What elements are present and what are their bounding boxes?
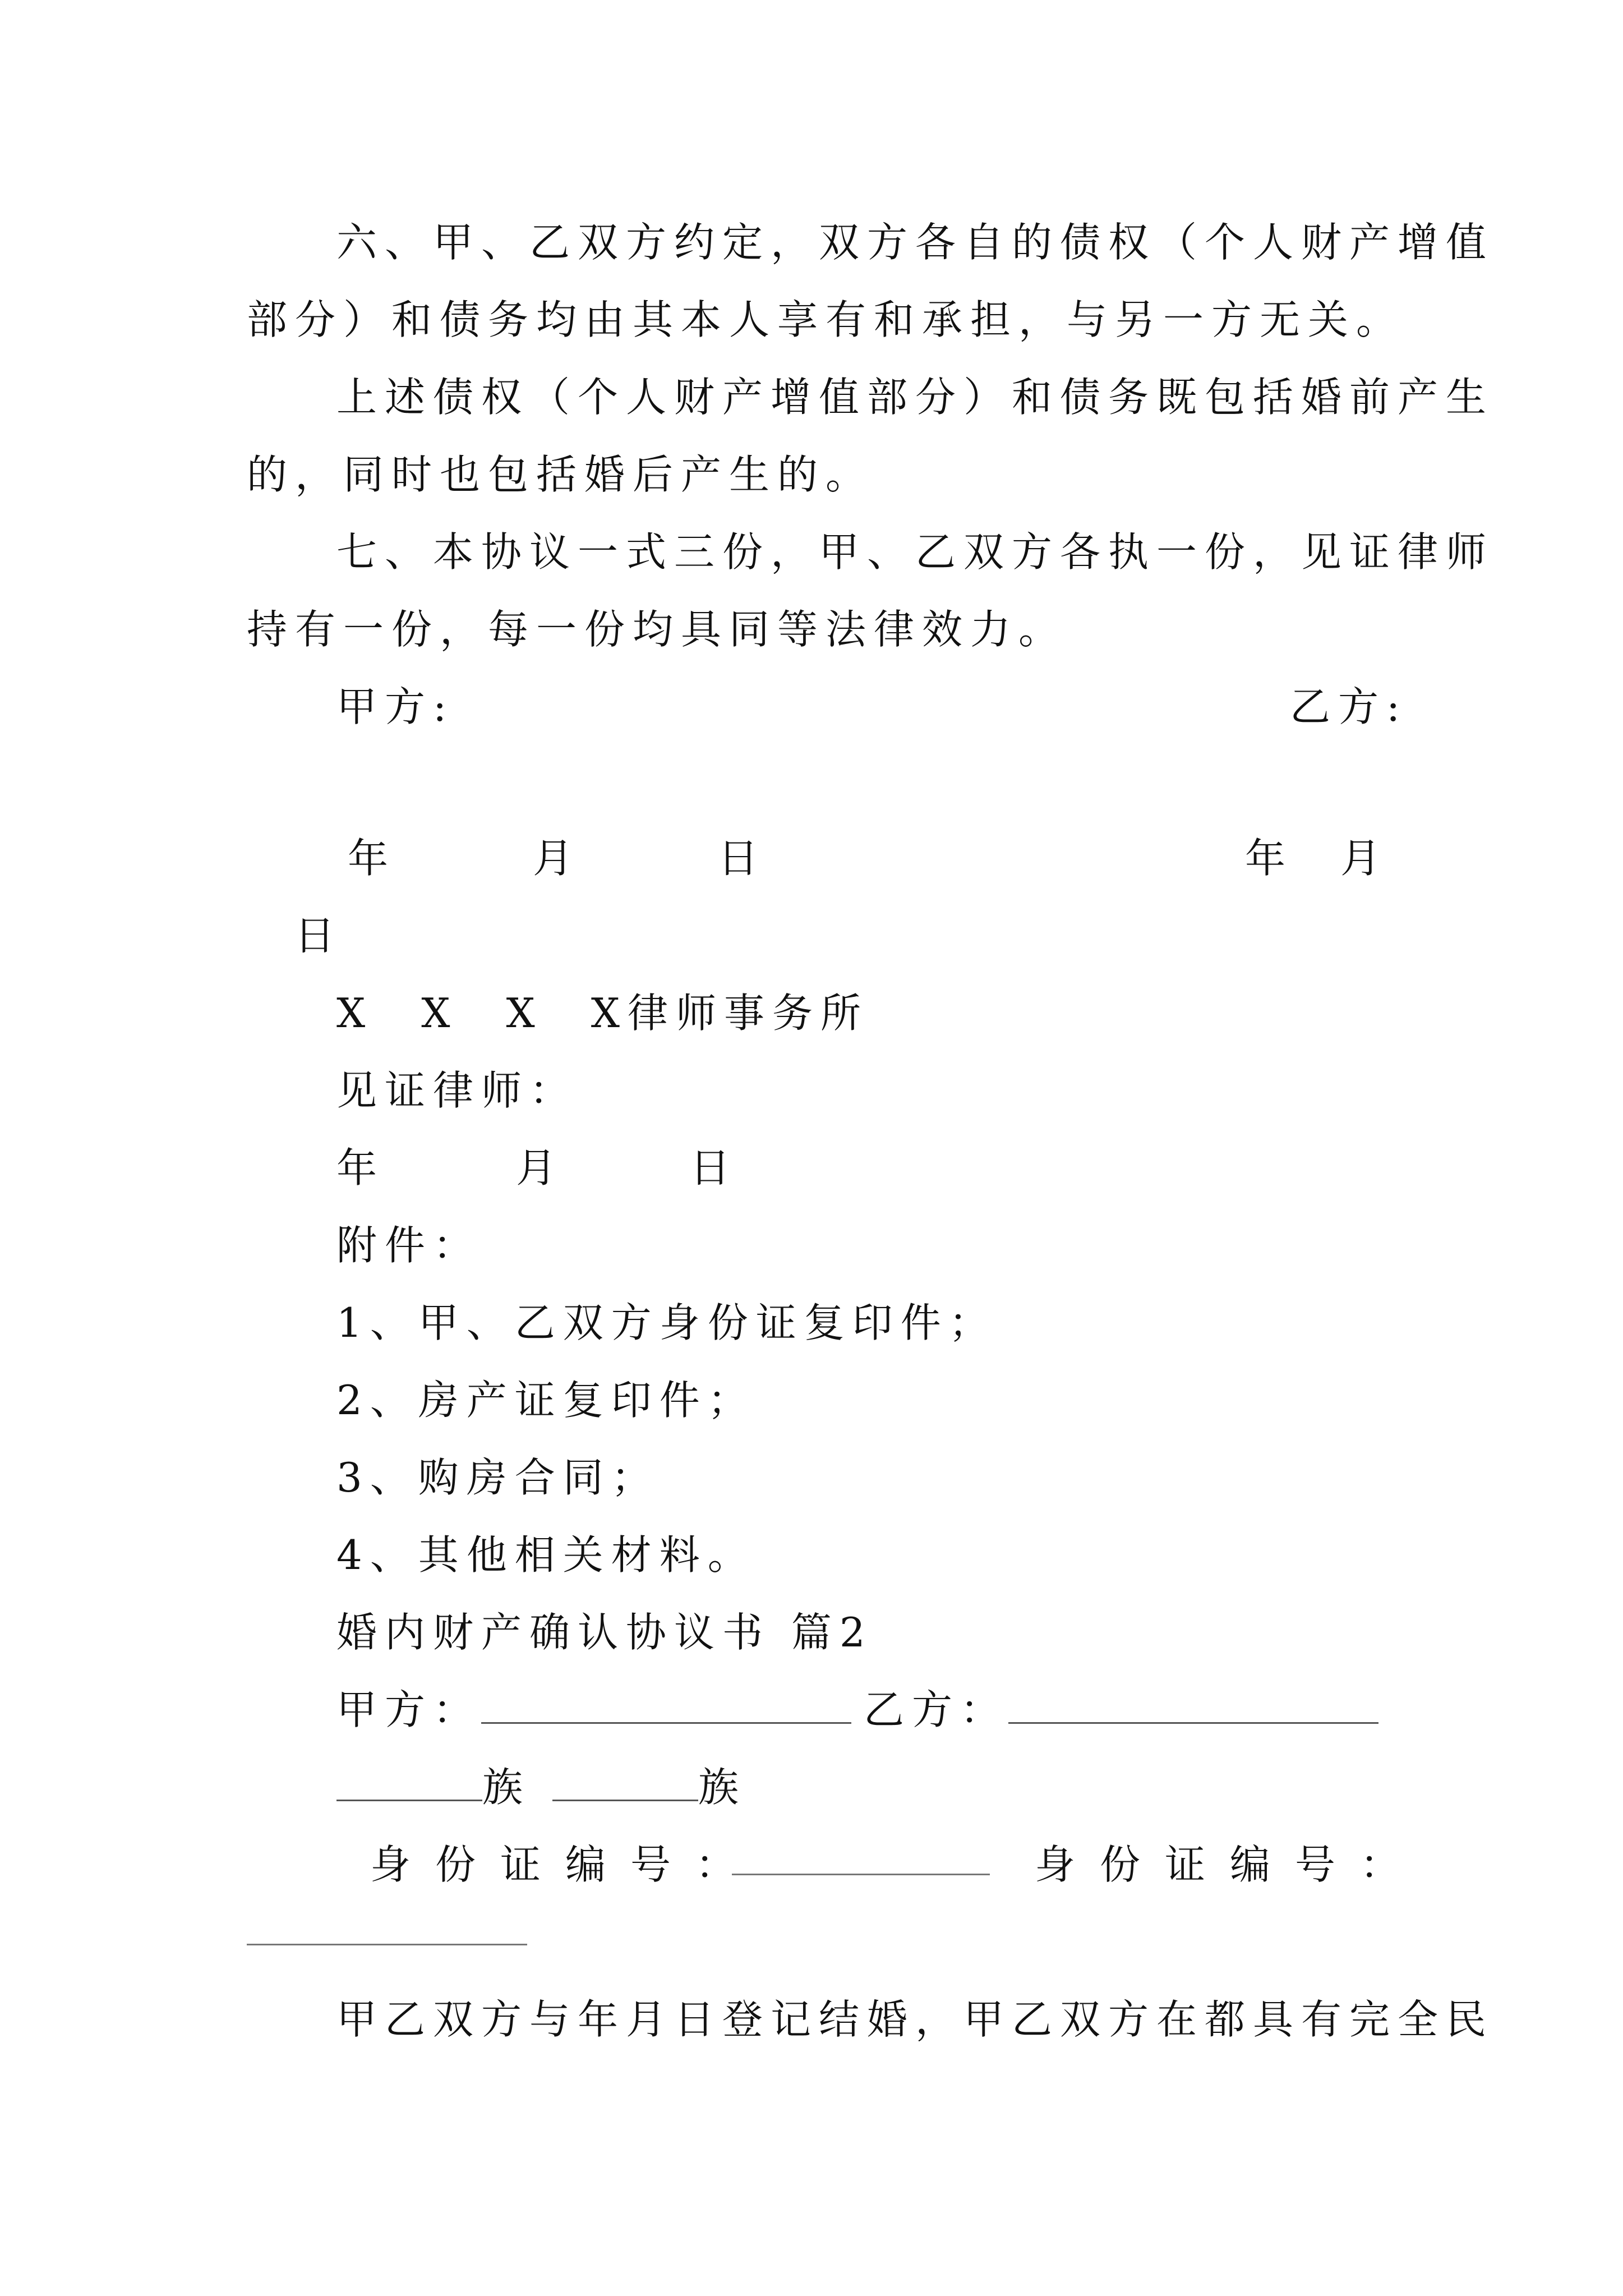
attachment-item: 3、购房合同；	[336, 1454, 660, 1501]
party-b-signature-label: 乙方:	[1290, 683, 1408, 730]
paragraph-6-line-2: 部分）和债务均由其本人享有和承担，与另一方无关。	[247, 296, 1405, 343]
witness-date-month: 月	[516, 1144, 565, 1191]
party-b-ethnic-suffix: 族	[698, 1764, 747, 1811]
party-a-name-row	[336, 1682, 851, 1738]
date-b-day: 日	[294, 912, 343, 959]
party-b-ethnic-blank	[552, 1760, 698, 1801]
date-a-month: 月	[533, 835, 582, 882]
date-a-day: 日	[718, 835, 767, 882]
party-a-ethnic-row	[336, 1759, 531, 1815]
date-a-year: 年	[348, 835, 396, 882]
attachment-item: 1、甲、乙双方身份证复印件；	[336, 1299, 997, 1346]
party-b-name-row	[864, 1682, 1378, 1738]
party-a-id-blank	[732, 1874, 990, 1875]
witness-date-year: 年	[336, 1144, 385, 1191]
party-b-name-blank	[1008, 1683, 1378, 1724]
party-b-ethnic-row	[552, 1759, 746, 1815]
witness-date-day: 日	[690, 1144, 739, 1191]
party-b-id-blank	[247, 1944, 527, 1945]
law-firm-name: X X X X律师事务所	[336, 990, 869, 1037]
party-a-label: 甲方：	[336, 1686, 482, 1733]
paragraph-6b-line-2: 的，同时也包括婚后产生的。	[247, 451, 874, 498]
attachment-item: 2、房产证复印件；	[336, 1377, 756, 1424]
paragraph-6b-line-1: 上述债权（个人财产增值部分）和债务既包括婚前产生	[336, 374, 1495, 421]
paragraph-7-line-2: 持有一份，每一份均具同等法律效力。	[247, 606, 1067, 653]
party-b-label: 乙方：	[864, 1686, 1009, 1733]
attachments-title: 附件：	[336, 1222, 482, 1269]
attachment-item: 4、其他相关材料。	[336, 1531, 756, 1579]
party-a-name-blank	[481, 1683, 851, 1724]
date-b-month: 月	[1340, 835, 1389, 882]
party-a-ethnic-suffix: 族	[482, 1764, 531, 1811]
party-a-signature-label: 甲方:	[336, 683, 455, 730]
date-b-year: 年	[1245, 835, 1294, 882]
paragraph-7-line-1: 七、本协议一式三份，甲、乙双方各执一份，见证律师	[336, 528, 1495, 576]
section-2-title: 婚内财产确认协议书 篇2	[336, 1609, 873, 1656]
party-a-ethnic-blank	[336, 1760, 482, 1801]
witness-lawyer-label: 见证律师：	[336, 1067, 578, 1114]
party-a-id-label: 身份证编号：	[370, 1841, 761, 1888]
paragraph-6-line-1: 六、甲、乙双方约定，双方各自的债权（个人财产增值	[336, 219, 1495, 266]
party-b-id-label: 身份证编号：	[1035, 1841, 1426, 1888]
section-2-opening-line: 甲乙双方与年月日登记结婚，甲乙双方在都具有完全民	[336, 1996, 1495, 2043]
